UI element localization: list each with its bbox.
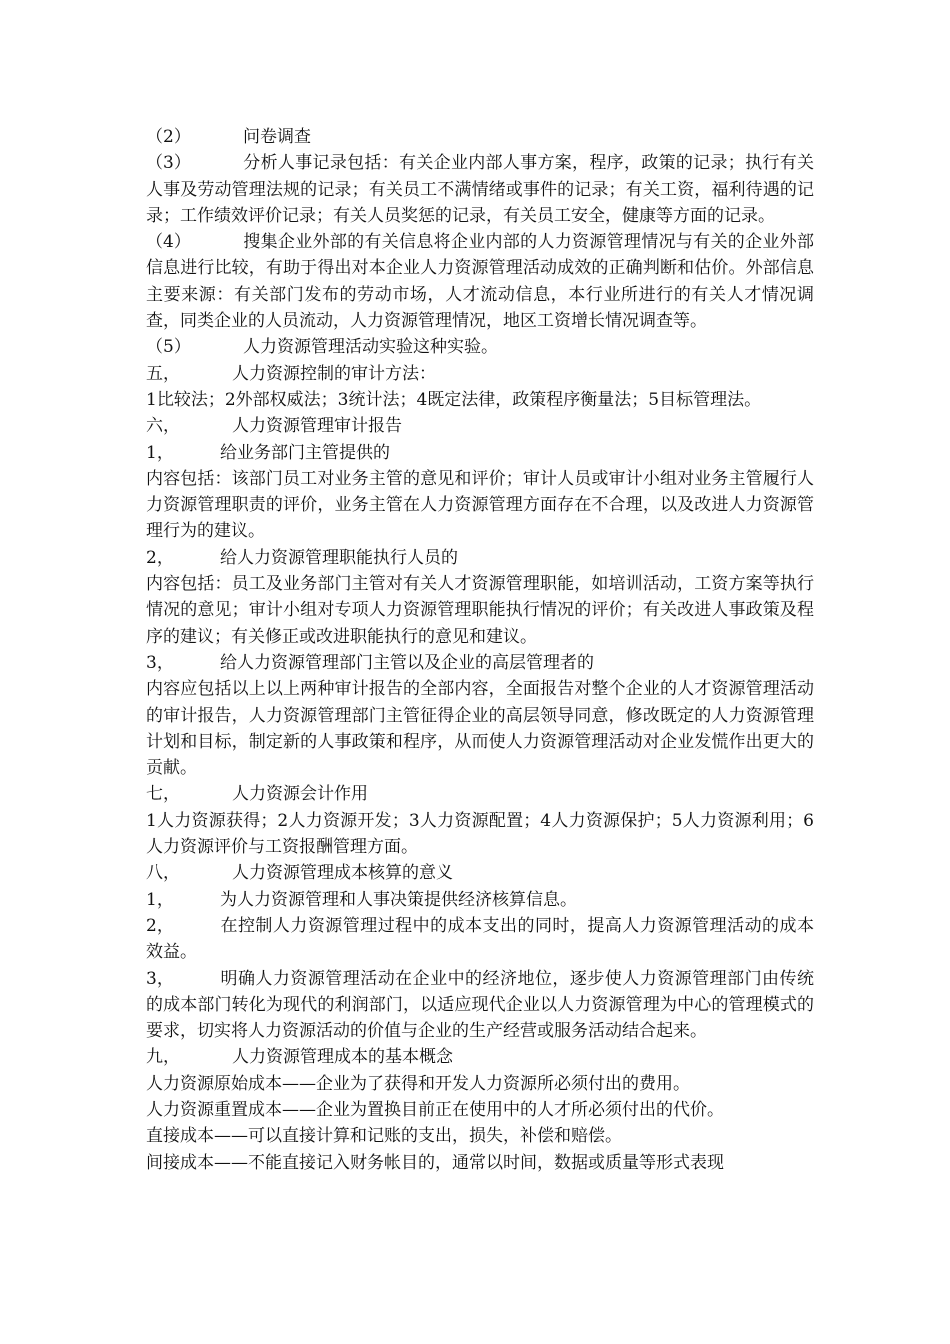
section-title: 人力资源管理成本核算的意义 [232,863,453,884]
item-text: 人力资源管理活动实验这种实验。 [243,337,498,358]
definition-indirect-cost: 间接成本——不能直接记入财务帐目的，通常以时间，数据或质量等形式表现 [146,1152,724,1173]
section-title: 人力资源控制的审计方法： [232,363,436,384]
item-text: 分析人事记录包括：有关企业内部人事方案，程序，政策的记录；执行有关人事及劳动管理法规的记录；有关员工不满情绪或事件的记录；有关工资，福利待遇的记录；工作绩效评价记录；有关人员奖惩的记录，有关员工安全，健康等方面的记录。 [146,153,814,226]
definition-direct-cost: 直接成本——可以直接计算和记账的支出，损失，补偿和赔偿。 [146,1126,622,1147]
section-8-point-2 [146,913,814,966]
section-6-heading [146,413,814,439]
section-number: 八， [146,863,180,884]
subsection-title: 给业务部门主管提供的 [220,442,390,463]
item-number: （4） [146,232,191,253]
item-2 [146,124,814,150]
subsection-title: 给人力资源管理部门主管以及企业的高层管理者的 [220,652,594,673]
subsection-2-body: 内容包括：员工及业务部门主管对有关人才资源管理职能，如培训活动，工资方案等执行情况的意见；审计小组对专项人力资源管理职能执行情况的评价；有关改进人事政策及程序的建议；有关修正或改进职能执行的意见和建议。 [146,574,814,647]
subsection-number: 3， [146,652,174,673]
subsection-2-heading [146,545,814,571]
item-number: （2） [146,127,191,147]
point-number: 1， [146,889,174,910]
point-text: 为人力资源管理和人事决策提供经济核算信息。 [220,889,577,910]
section-7-heading [146,781,814,807]
point-number: 3， [146,968,174,989]
point-text: 明确人力资源管理活动在企业中的经济地位，逐步使人力资源管理部门由传统的成本部门转化为现代的利润部门，以适应现代企业以人力资源管理为中心的管理模式的要求，切实将人力资源活动的价值与企业的生产经营或服务活动结合起来。 [146,968,814,1042]
document-page [146,124,814,1176]
section-title: 人力资源管理成本的基本概念 [232,1047,453,1068]
subsection-3-heading [146,650,814,676]
section-number: 九， [146,1047,180,1068]
item-5 [146,334,814,360]
section-number: 五， [146,363,180,384]
point-number: 2， [146,915,174,936]
section-8-point-1 [146,887,814,913]
subsection-number: 2， [146,547,174,568]
section-number: 七， [146,784,180,805]
section-number: 六， [146,416,180,437]
section-9-heading [146,1044,814,1070]
section-title: 人力资源会计作用 [232,784,368,805]
section-title: 人力资源管理审计报告 [232,416,402,437]
item-text: 搜集企业外部的有关信息将企业内部的人力资源管理情况与有关的企业外部信息进行比较，有助于得出对本企业人力资源管理活动成效的正确判断和估价。外部信息主要来源：有关部门发布的劳动市场，人才流动信息，本行业所进行的有关人才情况调查，同类企业的人员流动，人力资源管理情况，地区工资增长情况调查等。 [146,232,814,332]
subsection-1-body: 内容包括：该部门员工对业务主管的意见和评价；审计人员或审计小组对业务主管履行人力资源管理职责的评价，业务主管在人力资源管理方面存在不合理，以及改进人力资源管理行为的建议。 [146,468,814,542]
section-5-body: 1比较法；2外部权威法；3统计法；4既定法律，政策程序衡量法；5目标管理法。 [146,389,762,410]
item-number: （5） [146,337,191,358]
subsection-title: 给人力资源管理职能执行人员的 [220,547,458,568]
subsection-3-body: 内容应包括以上以上两种审计报告的全部内容，全面报告对整个企业的人才资源管理活动的审计报告，人力资源管理部门主管征得企业的高层领导同意，修改既定的人力资源管理计划和目标，制定新的人事政策和程序，从而使人力资源管理活动对企业发慌作出更大的贡献。 [146,679,814,779]
subsection-number: 1， [146,442,174,463]
item-4 [146,229,814,334]
item-number: （3） [146,153,191,174]
definition-replacement-cost: 人力资源重置成本——企业为置换目前正在使用中的人才所必须付出的代价。 [146,1099,724,1120]
section-7-body: 1人力资源获得；2人力资源开发；3人力资源配置；4人力资源保护；5人力资源利用；6人力资源评价与工资报酬管理方面。 [146,810,814,858]
section-8-point-3 [146,966,814,1045]
item-3 [146,150,814,229]
point-text: 在控制人力资源管理过程中的成本支出的同时，提高人力资源管理活动的成本效益。 [146,915,814,963]
section-5-heading [146,361,814,387]
definition-original-cost: 人力资源原始成本——企业为了获得和开发人力资源所必须付出的费用。 [146,1073,690,1094]
section-8-heading [146,860,814,886]
item-text: 问卷调查 [243,127,311,147]
subsection-1-heading [146,440,814,466]
